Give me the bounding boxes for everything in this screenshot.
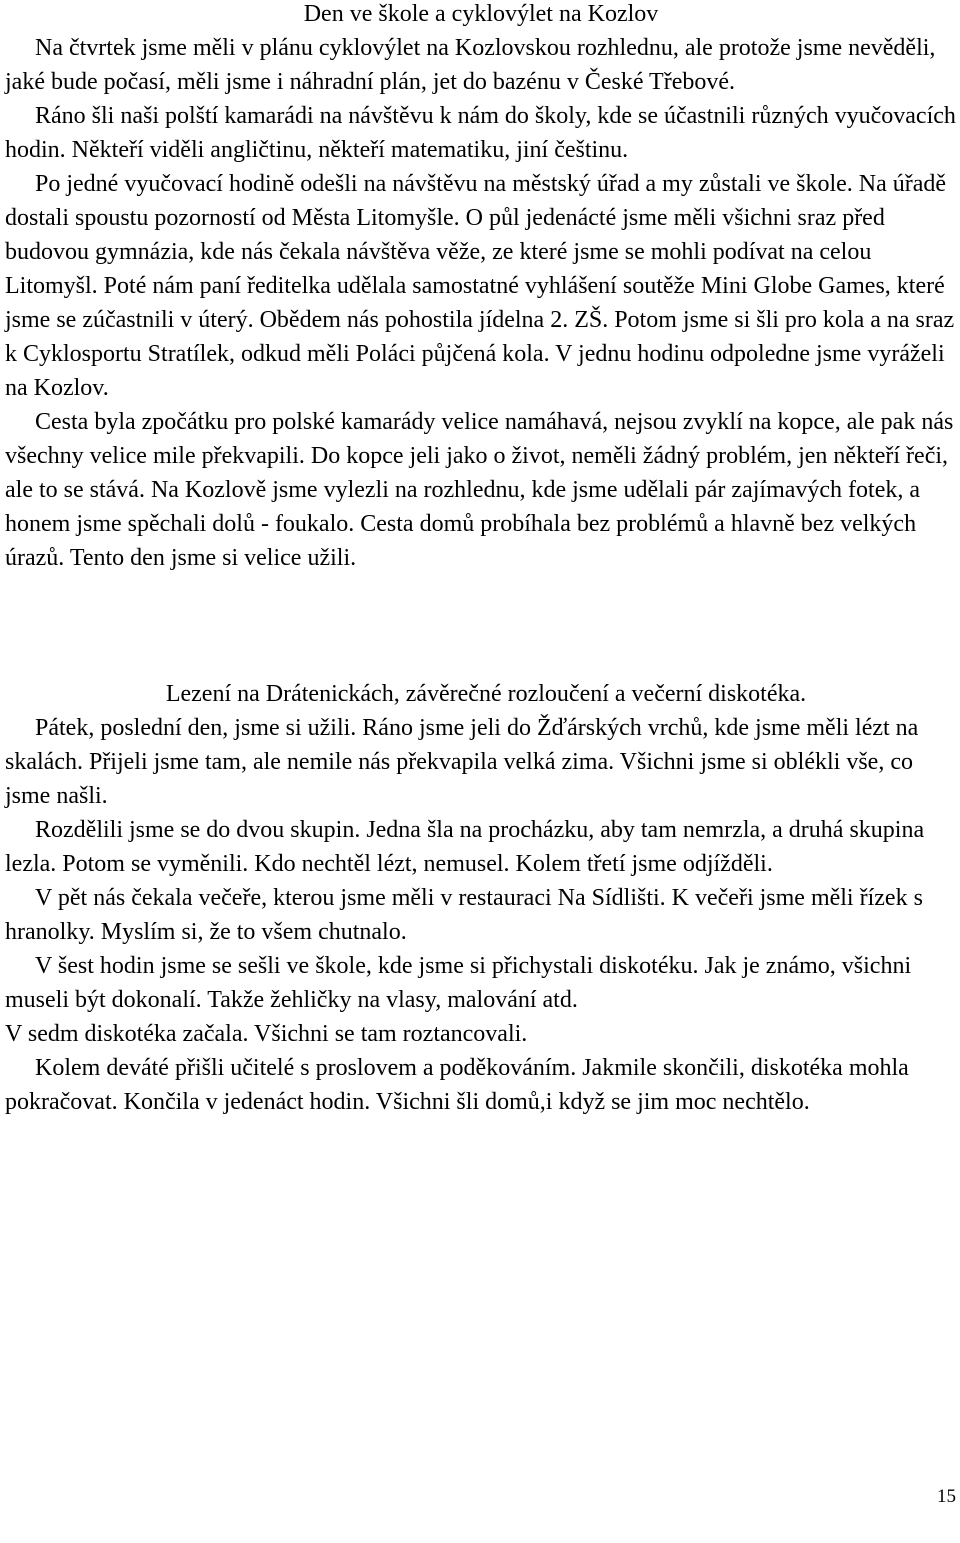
paragraph: Na čtvrtek jsme měli v plánu cyklovýlet na Kozlovskou rozhlednu, ale protože jsme nevěděli, jaké bude počasí, měli jsme i náhradní plán, jet do bazénu v České Třebové. [5, 35, 936, 95]
paragraph: V šest hodin jsme se sešli ve škole, kde jsme si přichystali diskotéku. Jak je známo, všichni museli být dokonalí. Takže žehličky na vlasy, malování atd. [5, 953, 912, 1013]
document-page [5, 0, 957, 1119]
paragraph: Po jedné vyučovací hodině odešli na návštěvu na městský úřad a my zůstali ve škole. Na úřadě dostali spoustu pozorností od Města Litomyšle. O půl jedenácté jsme měli všichni sraz před budovou gymnázia, kde nás čekala návštěva věže, ze které jsme se mohli podívat na celou Litomyšl. Poté nám paní ředitelka udělala samostatné vyhlášení soutěže Mini Globe Games, které jsme se zúčastnili v úterý. Obědem nás pohostila jídelna 2. ZŠ. Potom jsme si šli pro kola a na sraz k Cyklosportu Stratílek, odkud měli Poláci půjčená kola. V jednu hodinu odpoledne jsme vyráželi na Kozlov. [5, 171, 955, 401]
section-spacer [5, 575, 957, 677]
paragraph: Rozdělili jsme se do dvou skupin. Jedna šla na procházku, aby tam nemrzla, a druhá skupina lezla. Potom se vyměnili. Kdo nechtěl lézt, nemusel. Kolem třetí jsme odjížděli. [5, 817, 925, 877]
paragraph: Pátek, poslední den, jsme si užili. Ráno jsme jeli do Žďárských vrchů, kde jsme měli lézt na skalách. Přijeli jsme tam, ale nemile nás překvapila velká zima. Všichni jsme si oblékli vše, co jsme našli. [5, 715, 919, 809]
section-title-cycling: Den ve škole a cyklovýlet na Kozlov [303, 1, 659, 27]
paragraph: V sedm diskotéka začala. Všichni se tam roztancovali. [5, 1021, 528, 1047]
paragraph: V pět nás čekala večeře, kterou jsme měli v restauraci Na Sídlišti. K večeři jsme měli řízek s hranolky. Myslím si, že to všem chutnalo. [5, 885, 923, 945]
paragraph: Cesta byla zpočátku pro polské kamarády velice namáhavá, nejsou zvyklí na kopce, ale pak nás všechny velice mile překvapili. Do kopce jeli jako o život, neměli žádný problém, jen někteří řeči, ale to se stává. Na Kozlově jsme vylezli na rozhlednu, kde jsme udělali pár zajímavých fotek, a honem jsme spěchali dolů - foukalo. Cesta domů probíhala bez problémů a hlavně bez velkých úrazů. Tento den jsme si velice užili. [5, 409, 954, 571]
page-number: 15 [937, 1486, 956, 1507]
section-title-climbing: Lezení na Drátenickách, závěrečné rozloučení a večerní diskotéka. [165, 681, 807, 707]
paragraph: Kolem deváté přišli učitelé s proslovem a poděkováním. Jakmile skončili, diskotéka mohla pokračovat. Končila v jedenáct hodin. Všichni šli domů,i když se jim moc nechtělo. [5, 1055, 909, 1115]
paragraph: Ráno šli naši polští kamarádi na návštěvu k nám do školy, kde se účastnili různých vyučovacích hodin. Někteří viděli angličtinu, někteří matematiku, jiní češtinu. [5, 103, 956, 163]
